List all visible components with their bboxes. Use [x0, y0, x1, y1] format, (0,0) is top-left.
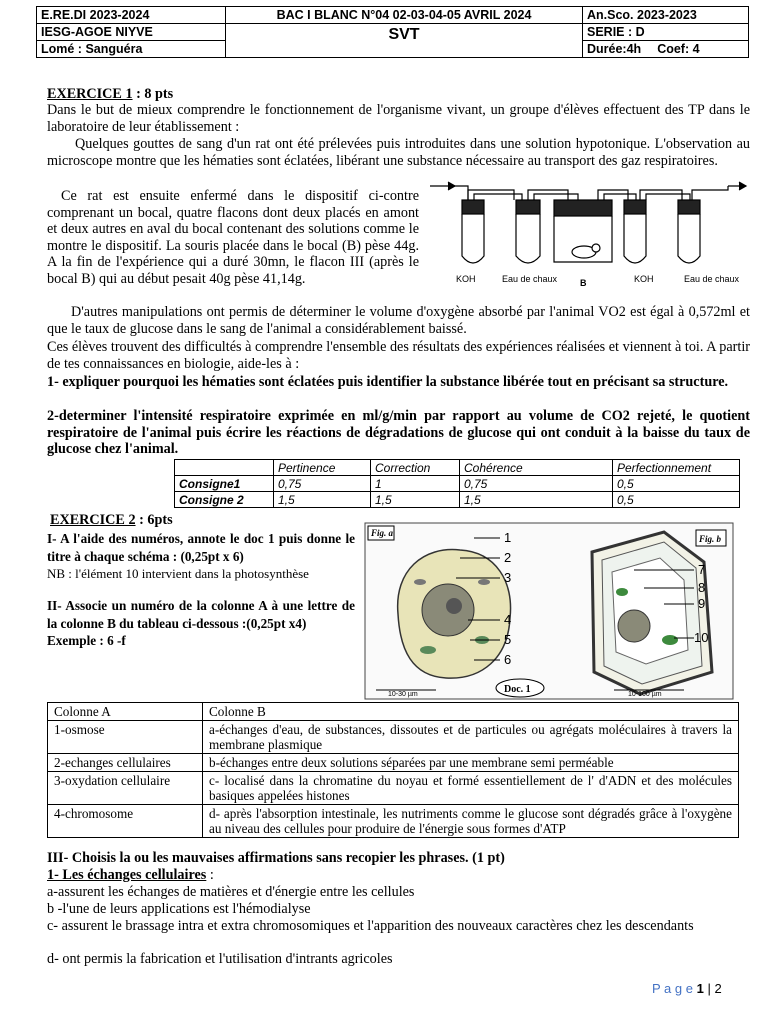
plant-cell — [592, 532, 712, 694]
matching-row — [48, 721, 739, 754]
label-eau-chaux-2: Eau de chaux — [684, 274, 740, 284]
q3-item: b -l'une de leurs applications est l'hémodialyse — [47, 901, 311, 917]
grading-cell: 1,5 — [274, 492, 371, 508]
grading-header-row — [175, 460, 740, 476]
grading-cell: Consigne 2 — [175, 492, 274, 508]
column-a-cell: 4-chromosome — [48, 805, 203, 838]
matching-row — [48, 772, 739, 805]
doc1-number: 3 — [504, 570, 512, 585]
ex2-question-3: III- Choisis la ou les mauvaises affirmations sans recopier les phrases. (1 pt) — [47, 850, 505, 866]
coef: Coef: 4 — [657, 42, 700, 56]
doc1-number: 2 — [504, 550, 512, 565]
ex1-para3: D'autres manipulations ont permis de déterminer le volume d'oxygène absorbé par l'animal VO2 est égal à 0,572ml et que le taux de glucose dans le sang de l'animal a considérablement baissé. — [47, 304, 750, 337]
flask-1 — [462, 200, 484, 263]
series: SERIE : D — [583, 24, 749, 41]
grading-cell: Consigne1 — [175, 476, 274, 492]
ex1-heading — [47, 86, 750, 103]
grading-cell: 0,5 — [613, 476, 740, 492]
grading-table — [174, 459, 740, 508]
fig-b-label: Fig. b — [699, 534, 722, 544]
column-a-cell: 1-osmose — [48, 721, 203, 754]
label-koh-1: KOH — [456, 274, 476, 284]
column-a-header: Colonne A — [48, 703, 203, 721]
grading-header: Pertinence — [274, 460, 371, 476]
ex1-intro: Dans le but de mieux comprendre le fonctionnement de l'organisme vivant, un groupe d'élèves effectuent des TP dans le laboratoire de leur établissement : — [47, 102, 750, 135]
scale-b: 10-100 µm — [628, 691, 662, 698]
doc1-cell-figure — [364, 522, 734, 700]
doc1-number: 5 — [504, 632, 512, 647]
doc1-number: 7 — [698, 562, 706, 577]
column-a-cell: 2-echanges cellulaires — [48, 754, 203, 772]
exam-title: BAC I BLANC N°04 02-03-04-05 AVRIL 2024 — [226, 7, 583, 24]
q3-item: a-assurent les échanges de matières et d'énergie entre les cellules — [47, 884, 415, 900]
grading-cell: 0,75 — [274, 476, 371, 492]
grading-header: Correction — [371, 460, 460, 476]
ex2-heading — [50, 512, 360, 529]
doc1-number: 4 — [504, 612, 512, 627]
grading-row — [175, 492, 740, 508]
grading-cell: 1 — [371, 476, 460, 492]
page-separator: | — [707, 981, 711, 996]
exam-header — [36, 6, 749, 58]
column-a-cell: 3-oxydation cellulaire — [48, 772, 203, 805]
grading-row — [175, 476, 740, 492]
ex2-title: EXERCICE 2 — [50, 512, 136, 528]
q3-item: d- ont permis la fabrication et l'utilisation d'intrants agricoles — [47, 951, 393, 967]
page-footer — [652, 981, 722, 996]
ex2-points: : 6pts — [135, 512, 173, 528]
duration: Durée:4h — [587, 42, 642, 56]
doc1-number: 6 — [504, 652, 512, 667]
ex1-para1: Quelques gouttes de sang d'un rat ont été prélevées puis introduites dans une solution hypotonique. L'observation au microscope montre que les hématies sont éclatées, libérant une substance nécessaire au transport des gaz respiratoires. — [47, 136, 750, 169]
ex2-question-1: I- A l'aide des numéros, annote le doc 1 puis donne le titre à chaque schéma : (0,25pt x 6) — [47, 531, 355, 564]
ex1-question-2: 2-determiner l'intensité respiratoire exprimée en ml/g/min par rapport au volume de CO2 rejeté, le quotient respiratoire de l'animal puis écrire les réactions de dégradations de glucose qui ont conduit à la baisse du taux de glucose chez l'animal. — [47, 408, 750, 458]
flask-4 — [678, 200, 700, 263]
ex2-question-2: II- Associe un numéro de la colonne A à une lettre de la colonne B du tableau ci-dessous :(0,25pt x4) — [47, 598, 355, 631]
duration-coef — [583, 41, 749, 58]
respiration-apparatus — [428, 178, 750, 290]
grading-header: Perfectionnement — [613, 460, 740, 476]
grading-cell: 1,5 — [460, 492, 613, 508]
grading-header: Cohérence — [460, 460, 613, 476]
doc1-number: 8 — [698, 580, 706, 595]
ex2-example: Exemple : 6 -f — [47, 633, 126, 648]
school-year: An.Sco. 2023-2023 — [583, 7, 749, 24]
ex1-title: EXERCICE 1 — [47, 86, 133, 102]
column-b-header: Colonne B — [203, 703, 739, 721]
matching-header-row — [48, 703, 739, 721]
grading-cell: 0,5 — [613, 492, 740, 508]
q3-subheading: 1- Les échanges cellulaires : — [47, 867, 214, 883]
matching-row — [48, 754, 739, 772]
q3-item: c- assurent le brassage intra et extra chromosomiques et l'apparition des nouveaux caractères chez les descendants — [47, 918, 694, 934]
column-b-cell: d- après l'absorption intestinale, les nutriments comme le glucose sont dégradés grâce à l'oxygène au niveau des cellules pour produire de l'énergie sous formes d'ATP — [203, 805, 739, 838]
ex1-para4: Ces élèves trouvent des difficultés à comprendre l'ensemble des résultats des expériences réalisées et viennent à toi. A partir de tes connaissances en biologie, aide-les à : — [47, 339, 750, 372]
label-jar-b: B — [580, 278, 587, 288]
grading-header — [175, 460, 274, 476]
matching-row — [48, 805, 739, 838]
q3-sub-title: 1- Les échanges cellulaires — [47, 867, 207, 883]
scale-a: 10-30 µm — [388, 691, 418, 698]
ex1-question-1: 1- expliquer pourquoi les hématies sont éclatées puis identifier la substance libérée tout en précisant sa structure. — [47, 374, 729, 390]
ex1-points: : 8 pts — [132, 86, 174, 102]
matching-table — [47, 702, 739, 838]
flask-3 — [624, 200, 646, 263]
label-eau-chaux-1: Eau de chaux — [502, 274, 558, 284]
city: Lomé : Sanguéra — [37, 41, 226, 58]
page-total: 2 — [714, 981, 722, 996]
flask-2 — [516, 200, 540, 263]
doc1-number: 9 — [698, 596, 706, 611]
label-koh-2: KOH — [634, 274, 654, 284]
ex1-para2: Ce rat est ensuite enfermé dans le dispositif ci-contre comprenant un bocal, quatre flacons dont deux placés en amont et deux autres en aval du bocal contenant des solutions comme le montre le dispositif. La souris placée dans le bocal (B) pèse 44g. A la fin de l'expérience qui a duré 30mn, le flacon III (après le bocal B) qui au début pesait 40g pèse 41,14g. — [47, 188, 419, 287]
column-b-cell: c- localisé dans la chromatine du noyau et formé essentiellement de l' d'ADN et des molécules basiques appelées histones — [203, 772, 739, 805]
animal-cell — [398, 550, 511, 679]
grading-cell: 1,5 — [371, 492, 460, 508]
page-word: P a g e — [652, 981, 693, 996]
ex2-nb: NB : l'élément 10 intervient dans la photosynthèse — [47, 566, 309, 581]
column-b-cell: a-échanges d'eau, de substances, dissoutes et de particules ou agrégats moléculaires à travers la membrane plasmique — [203, 721, 739, 754]
grading-cell: 0,75 — [460, 476, 613, 492]
fig-a-label: Fig. a — [371, 528, 394, 538]
doc1-number: 1 — [504, 530, 512, 545]
doc1-caption: Doc. 1 — [504, 684, 531, 695]
page-number: 1 — [696, 981, 704, 996]
jar-b — [554, 200, 612, 262]
school-name: IESG-AGOE NIYVE — [37, 24, 226, 41]
doc1-number: 10 — [694, 630, 709, 645]
school-code: E.RE.DI 2023-2024 — [37, 7, 226, 24]
subject: SVT — [226, 24, 583, 58]
column-b-cell: b-échanges entre deux solutions séparées par une membrane semi perméable — [203, 754, 739, 772]
